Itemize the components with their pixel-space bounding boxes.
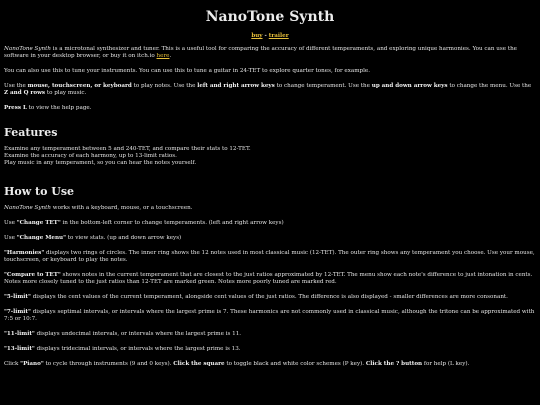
feature-line: Examine the accuracy of each harmony, up to 13-limit ratios. <box>4 153 177 159</box>
intro-end: . <box>169 53 172 59</box>
bold-text: "Compare to TET" <box>4 272 61 278</box>
bold-text: "Change Menu" <box>16 235 67 241</box>
text: to change temperament. Use the <box>274 83 372 89</box>
howto-paragraph <box>4 235 536 242</box>
itch-link[interactable]: here <box>156 53 170 59</box>
features-section <box>4 126 536 167</box>
howto-paragraph <box>4 346 536 353</box>
feature-line: Play music in any temperament, so you can hear the notes yourself. <box>4 160 197 166</box>
bold-text: Press L <box>4 105 27 111</box>
app-name: NanoTone Synth <box>4 205 52 211</box>
page-title: NanoTone Synth <box>205 9 335 25</box>
feature-line: Examine any temperament between 5 and 240-TET, and compare their stats to 12-TET. <box>4 146 251 152</box>
text: Use <box>4 235 17 241</box>
bold-text: "7-limit" <box>4 309 31 315</box>
text: displays undecimal intervals, or intervals where the largest prime is 11. <box>34 331 242 337</box>
text: Use <box>4 220 17 226</box>
text: Use the <box>4 83 28 89</box>
intro-paragraph-2: You can also use this to tune your instruments. You can use this to tune a guitar in 24-TET to explore quarter tones, for example. <box>4 68 370 74</box>
text: to view the help page. <box>26 105 92 111</box>
text: to play music. <box>45 90 87 96</box>
bold-text: "Piano" <box>20 361 44 367</box>
bold-text: "11-limit" <box>4 331 35 337</box>
intro-paragraph-3 <box>4 83 536 97</box>
howto-section <box>4 185 536 368</box>
howto-paragraph <box>4 294 536 301</box>
text: displays the cent values of the current temperament, alongside cent values of the just ratios. The difference is also displayed - smaller differences are more consonant. <box>30 294 508 300</box>
text: displays septimal intervals, or intervals where the largest prime is 7. These harmonics are not commonly used in classical music, although the tritone can be approximated with 7:5 or 10:7. <box>4 309 535 322</box>
text: to cycle through instruments (9 and 0 keys). <box>43 361 174 367</box>
text: shows notes in the current temperament that are closest to the just ratios approximated by 12-TET. The menu show each note's difference to just intonation in cents. Notes more closely tuned to the just ratios than 12-TET are marked green. Notes more poorly tuned are marked red. <box>4 272 533 285</box>
text: to play notes. Use the <box>131 83 198 89</box>
howto-paragraph <box>4 250 536 264</box>
text: displays tridecimal intervals, or intervals where the largest prime is 13. <box>34 346 241 352</box>
howto-paragraph <box>4 205 536 212</box>
text: to toggle black and white color schemes (P key). <box>224 361 366 367</box>
buy-link[interactable]: buy <box>251 33 263 39</box>
bold-text: left and right arrow keys <box>197 83 275 89</box>
trailer-link[interactable]: trailer <box>268 33 289 39</box>
features-heading: Features <box>4 126 58 139</box>
text: Click <box>4 361 21 367</box>
text: for help (L key). <box>422 361 470 367</box>
intro-paragraph-1 <box>4 46 536 60</box>
bold-text: up and down arrow keys <box>371 83 448 89</box>
bold-text: Click the ? button <box>365 361 423 367</box>
howto-paragraph <box>4 361 536 368</box>
app-name: NanoTone Synth <box>4 46 52 52</box>
bold-text: "Harmonies" <box>4 250 45 256</box>
intro-text: is a microtonal synthesizer and tuner. This is a useful tool for comparing the accuracy of different temperaments, and exploring unique harmonies. You can use the software in your desktop browser, or buy it on itch.io <box>4 46 517 59</box>
text: displays two rings of circles. The inner ring shows the 12 notes used in most classical music (12-TET). The outer ring shows any temperament you choose. Use your mouse, touchscreen, or keyboard to play the notes. <box>4 250 535 263</box>
text: works with a keyboard, mouse, or a touchscreen. <box>51 205 193 211</box>
howto-paragraph <box>4 220 536 227</box>
bold-text: "Change TET" <box>16 220 61 226</box>
howto-paragraph <box>4 272 536 286</box>
howto-heading: How to Use <box>4 185 75 198</box>
features-list <box>4 146 536 167</box>
intro-paragraph-4 <box>4 105 536 112</box>
text: to view stats. (up and down arrow keys) <box>66 235 182 241</box>
bold-text: Click the square <box>173 361 225 367</box>
top-links <box>4 33 536 40</box>
howto-paragraph <box>4 331 536 338</box>
howto-paragraph <box>4 309 536 323</box>
text: to change the menu. Use the <box>447 83 532 89</box>
bold-text: "13-limit" <box>4 346 35 352</box>
bold-text: "5-limit" <box>4 294 31 300</box>
text: in the bottom-left corner to change temperaments. (left and right arrow keys) <box>60 220 284 226</box>
bold-text: Z and Q rows <box>4 90 46 96</box>
link-separator: - <box>262 33 269 39</box>
bold-text: mouse, touchscreen, or keyboard <box>27 83 132 89</box>
